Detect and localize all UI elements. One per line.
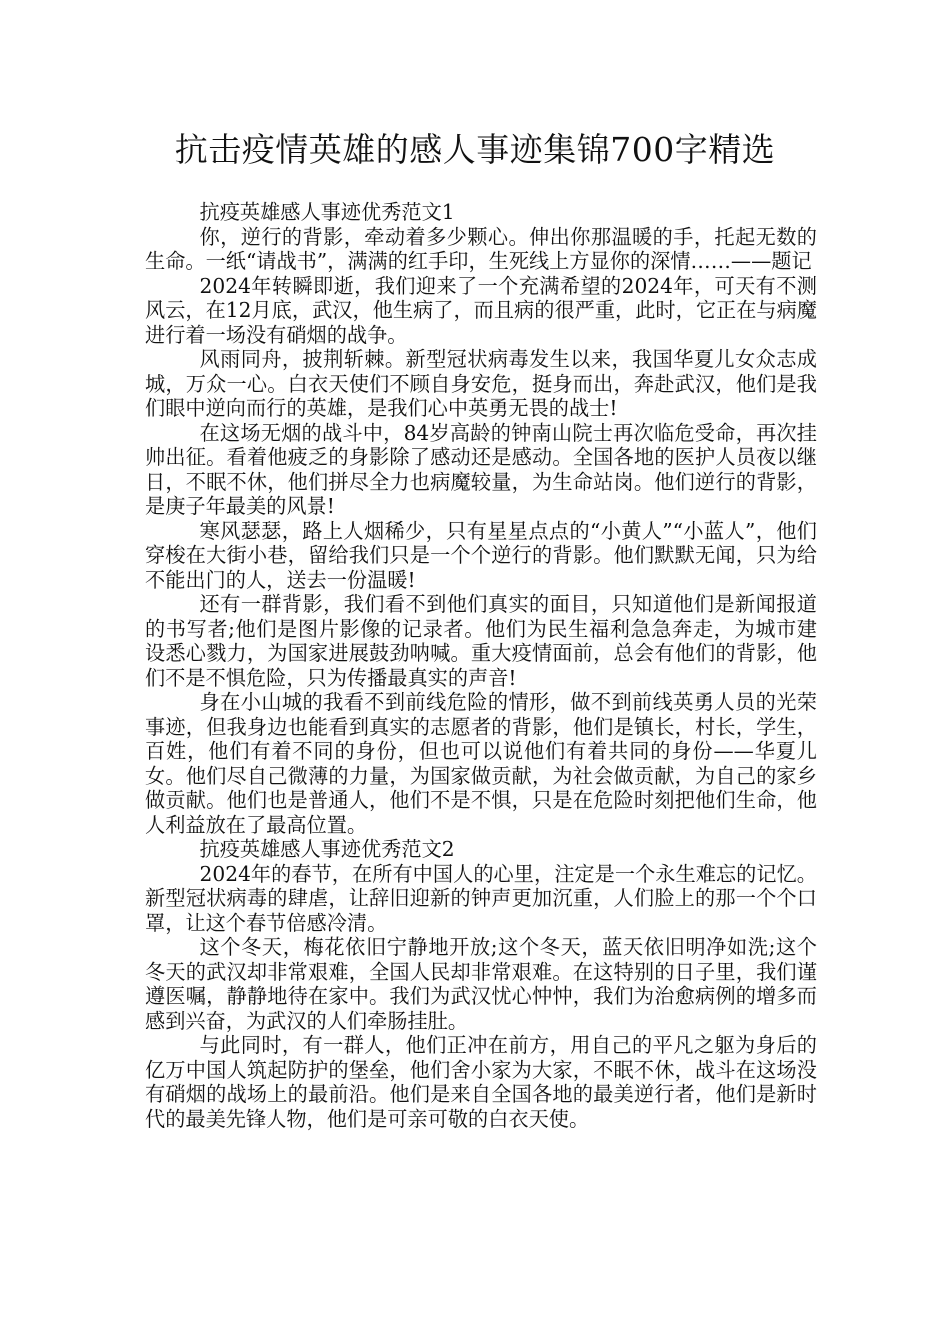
- paragraph: 这个冬天，梅花依旧宁静地开放;这个冬天，蓝天依旧明净如洗;这个冬天的武汉却非常艰难，全国人民却非常艰难。在这特别的日子里，我们谨遵医嘱，静静地待在家中。我们为武汉忧心忡忡，我们为治愈病例的增多而感到兴奋，为武汉的人们牵肠挂肚。: [145, 935, 817, 1033]
- section-heading-1: 抗疫英雄感人事迹优秀范文1: [199, 200, 455, 224]
- paragraph: 2024年转瞬即逝，我们迎来了一个充满希望的2024年，可天有不测风云，在12月底，武汉，他生病了，而且病的很严重，此时，它正在与病魔进行着一场没有硝烟的战争。: [145, 273, 817, 347]
- paragraph: 还有一群背影，我们看不到他们真实的面目，只知道他们是新闻报道的书写者;他们是图片影像的记录者。他们为民生福利急急奔走，为城市建设悉心戮力，为国家进展鼓劲呐喊。重大疫情面前，总会有他们的背影，他们不是不惧危险，只为传播最真实的声音!: [145, 592, 817, 690]
- paragraph: 与此同时，有一群人，他们正冲在前方，用自己的平凡之躯为身后的亿万中国人筑起防护的堡垒，他们舍小家为大家，不眠不休，战斗在这场没有硝烟的战场上的最前沿。他们是来自全国各地的最美逆行者，他们是新时代的最美先锋人物，他们是可亲可敬的白衣天使。: [145, 1033, 817, 1131]
- paragraph: 寒风瑟瑟，路上人烟稀少，只有星星点点的“小黄人”“小蓝人”，他们穿梭在大街小巷，留给我们只是一个个逆行的背影。他们默默无闻，只为给不能出门的人，送去一份温暖!: [145, 518, 817, 592]
- paragraph: 你，逆行的背影，牵动着多少颗心。伸出你那温暖的手，托起无数的生命。一纸“请战书”，满满的红手印，生死线上方显你的深情……——题记: [145, 224, 817, 273]
- paragraph: 在这场无烟的战斗中，84岁高龄的钟南山院士再次临危受命，再次挂帅出征。看着他疲乏的身影除了感动还是感动。全国各地的医护人员夜以继日，不眠不休，他们拼尽全力也病魔较量，为生命站岗。他们逆行的背影，是庚子年最美的风景!: [145, 420, 817, 518]
- document-title: 抗击疫情英雄的感人事迹集锦700字精选: [174, 130, 776, 169]
- document-body: [145, 200, 817, 1131]
- paragraph: 2024年的春节，在所有中国人的心里，注定是一个永生难忘的记忆。新型冠状病毒的肆虐，让辞旧迎新的钟声更加沉重，人们脸上的那一个个口罩，让这个春节倍感冷清。: [145, 861, 817, 935]
- section-heading-2: 抗疫英雄感人事迹优秀范文2: [199, 837, 455, 861]
- paragraph: 身在小山城的我看不到前线危险的情形，做不到前线英勇人员的光荣事迹，但我身边也能看到真实的志愿者的背影，他们是镇长，村长，学生，百姓，他们有着不同的身份，但也可以说他们有着共同的身份——华夏儿女。他们尽自己微薄的力量，为国家做贡献，为社会做贡献，为自己的家乡做贡献。他们也是普通人，他们不是不惧，只是在危险时刻把他们生命，他人利益放在了最高位置。: [145, 690, 817, 837]
- paragraph: 风雨同舟，披荆斩棘。新型冠状病毒发生以来，我国华夏儿女众志成城，万众一心。白衣天使们不顾自身安危，挺身而出，奔赴武汉，他们是我们眼中逆向而行的英雄，是我们心中英勇无畏的战士!: [145, 347, 817, 420]
